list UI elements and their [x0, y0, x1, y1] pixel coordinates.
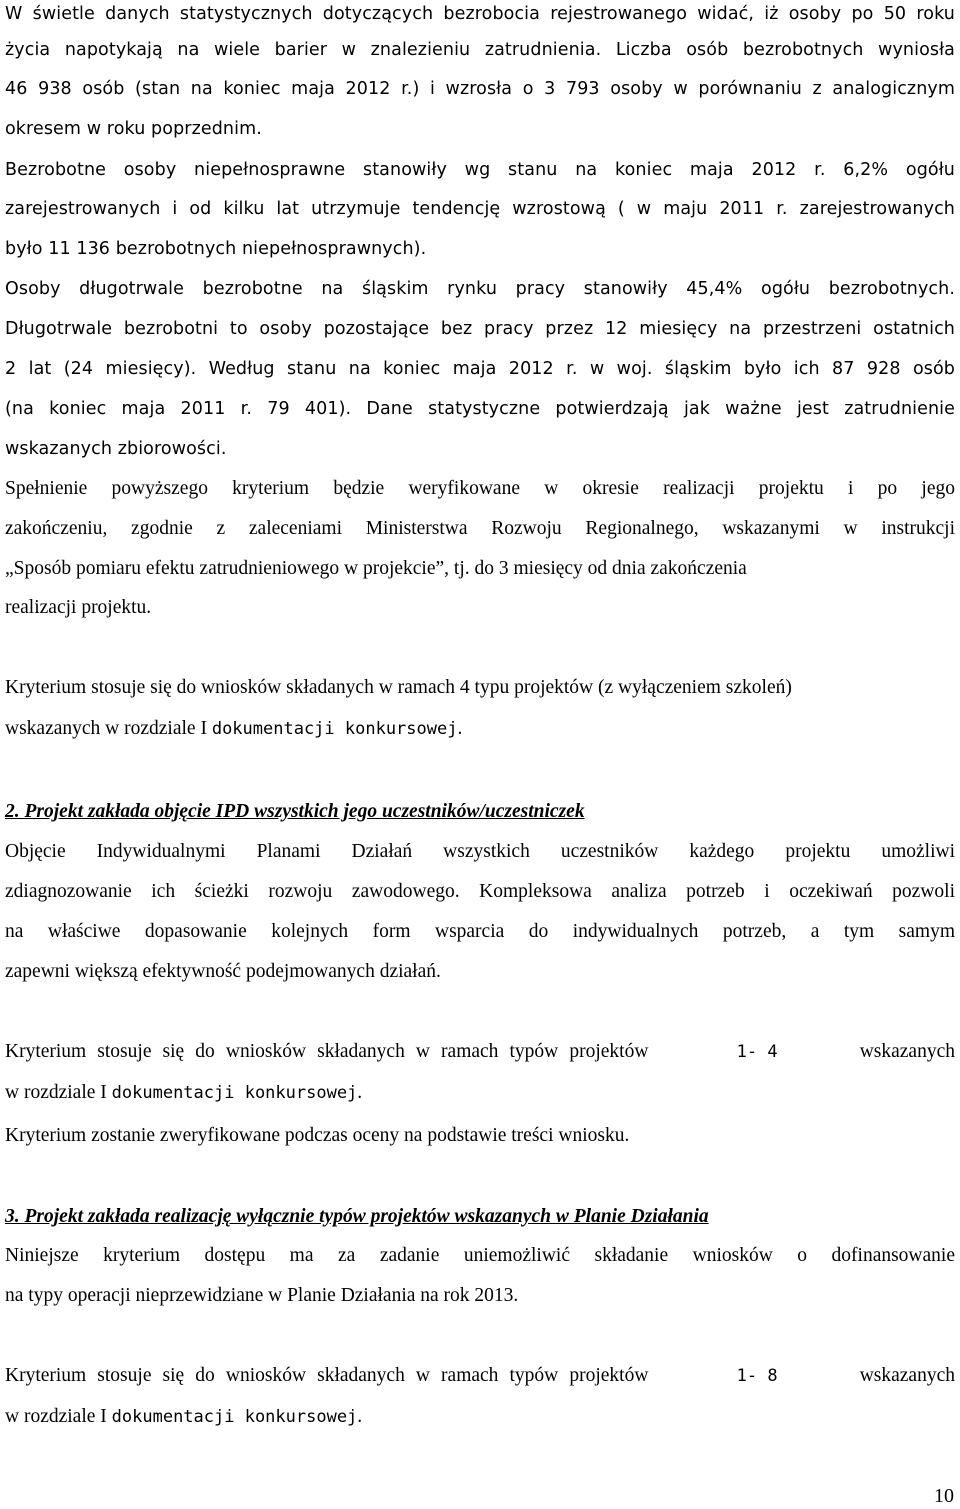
- paragraph-line: wskazanych zbiorowości.: [5, 439, 227, 459]
- text-run-mono: dokumentacji konkursowej: [111, 1083, 358, 1103]
- paragraph-line: Objęcie Indywidualnymi Planami Działań wszystkich uczestników każdego projektu umożliwi: [5, 841, 955, 862]
- text-run: .: [357, 1082, 363, 1103]
- paragraph-line: 46 938 osób (stan na koniec maja 2012 r.) i wzrosła o 3 793 osoby w porównaniu z analogicznym: [5, 79, 955, 99]
- text-run-mono: 1- 4: [736, 1042, 778, 1062]
- paragraph-line: Osoby długotrwale bezrobotne na śląskim rynku pracy stanowiły 45,4% ogółu bezrobotnych.: [5, 279, 955, 299]
- paragraph-line: (na koniec maja 2011 r. 79 401). Dane statystyczne potwierdzają jak ważne jest zatrudnienie: [5, 399, 955, 419]
- text-run-mono: 1- 8: [736, 1366, 778, 1386]
- section-heading: [5, 1205, 955, 1229]
- text-run: wskazanych: [854, 1041, 955, 1062]
- paragraph-line: Kryterium stosuje się do wniosków składanych w ramach 4 typu projektów (z wyłączeniem szkoleń): [5, 677, 792, 698]
- paragraph-line: zakończeniu, zgodnie z zaleceniami Ministerstwa Rozwoju Regionalnego, wskazanymi w instrukcji: [5, 518, 955, 539]
- paragraph-line: Kryterium zostanie zweryfikowane podczas oceny na podstawie treści wniosku.: [5, 1125, 630, 1146]
- paragraph-line: Bezrobotne osoby niepełnosprawne stanowiły wg stanu na koniec maja 2012 r. 6,2% ogółu: [5, 160, 955, 180]
- paragraph-line: Długotrwale bezrobotni to osoby pozostające bez pracy przez 12 miesięcy na przestrzeni ostatnich: [5, 319, 955, 339]
- text-run: Kryterium stosuje się do wniosków składanych w ramach typów projektów: [5, 1365, 660, 1386]
- text-run: .: [457, 718, 463, 739]
- paragraph-line: „Sposób pomiaru efektu zatrudnieniowego w projekcie”, tj. do 3 miesięcy od dnia zakończenia: [5, 558, 747, 579]
- text-run-mono: dokumentacji konkursowej: [211, 719, 458, 739]
- paragraph-line: [5, 717, 955, 741]
- text-run: wskazanych w rozdziale I: [5, 718, 212, 739]
- paragraph-line: życia napotykają na wiele barier w znalezieniu zatrudnienia. Liczba osób bezrobotnych wyniosła: [5, 40, 955, 60]
- section-heading: 2. Projekt zakłada objęcie IPD wszystkich jego uczestników/uczestniczek: [5, 801, 585, 822]
- paragraph-line: realizacji projektu.: [5, 597, 152, 618]
- paragraph-line: zapewni większą efektywność podejmowanych działań.: [5, 961, 441, 982]
- text-run: wskazanych: [854, 1365, 955, 1386]
- paragraph-line: Niniejsze kryterium dostępu ma za zadanie uniemożliwić składanie wniosków o dofinansowanie: [5, 1245, 955, 1266]
- paragraph-line: 2 lat (24 miesięcy). Według stanu na koniec maja 2012 r. w woj. śląskim było ich 87 928 osób: [5, 359, 955, 379]
- paragraph-line: było 11 136 bezrobotnych niepełnosprawnych).: [5, 239, 427, 259]
- paragraph-line: [5, 1040, 955, 1064]
- paragraph-line: zarejestrowanych i od kilku lat utrzymuje tendencję wzrostową ( w maju 2011 r. zarejestrowanych: [5, 199, 955, 219]
- text-run: .: [357, 1406, 363, 1427]
- paragraph-line: W świetle danych statystycznych dotyczących bezrobocia rejestrowanego widać, iż osoby po 50 roku: [5, 4, 955, 24]
- section-heading-text: 3. Projekt zakłada realizację wyłącznie typów projektów wskazanych w Planie Działania: [5, 1206, 709, 1227]
- text-run: w rozdziale I: [5, 1082, 112, 1103]
- paragraph-line: na typy operacji nieprzewidziane w Planie Działania na rok 2013.: [5, 1285, 519, 1306]
- paragraph-line: [5, 1405, 955, 1429]
- paragraph-line: [5, 1081, 955, 1105]
- text-run: w rozdziale I: [5, 1406, 112, 1427]
- paragraph-line: [5, 1364, 955, 1388]
- text-run: Kryterium stosuje się do wniosków składanych w ramach typów projektów: [5, 1041, 660, 1062]
- paragraph-line: na właściwe dopasowanie kolejnych form wsparcia do indywidualnych potrzeb, a tym samym: [5, 921, 955, 942]
- paragraph-line: zdiagnozowanie ich ścieżki rozwoju zawodowego. Kompleksowa analiza potrzeb i oczekiwań pozwoli: [5, 881, 955, 902]
- paragraph-line: okresem w roku poprzednim.: [5, 119, 262, 139]
- text-run-mono: dokumentacji konkursowej: [111, 1407, 358, 1427]
- paragraph-line: Spełnienie powyższego kryterium będzie weryfikowane w okresie realizacji projektu i po jego: [5, 478, 955, 499]
- page-number: 10: [934, 1485, 954, 1507]
